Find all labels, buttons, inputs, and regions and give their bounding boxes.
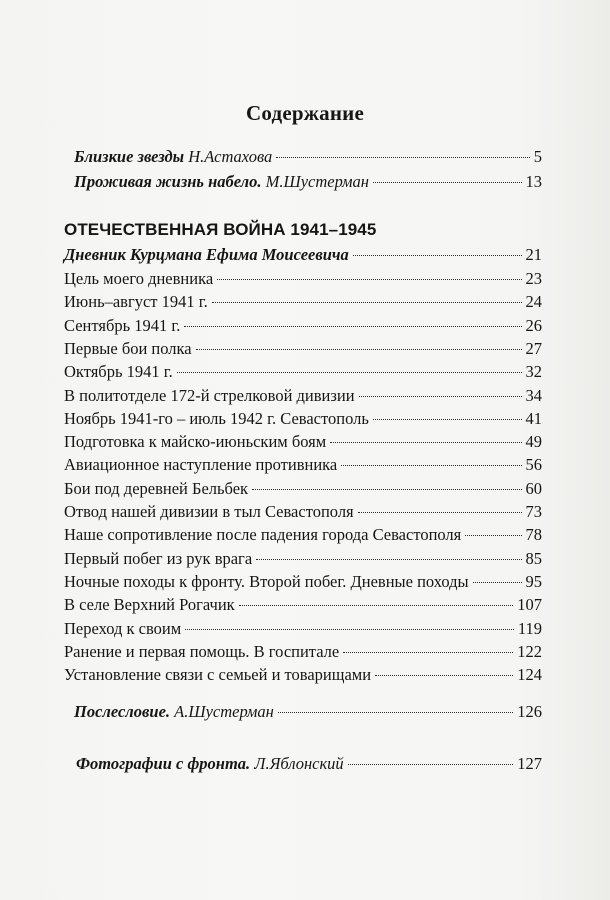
dot-leader (353, 255, 522, 256)
section-heading: ОТЕЧЕСТВЕННАЯ ВОЙНА 1941–1945 (64, 220, 377, 239)
dot-leader (348, 764, 514, 765)
dot-leader (473, 582, 522, 583)
toc-chapter-entry[interactable] (64, 500, 542, 524)
toc-page-number: 49 (525, 432, 542, 452)
toc-page-number: 23 (525, 269, 542, 288)
toc-chapter-entry[interactable] (64, 570, 542, 594)
toc-page-number: 127 (517, 754, 542, 773)
dot-leader (373, 182, 522, 183)
dot-leader (330, 442, 521, 443)
toc-page-number: 85 (525, 548, 542, 568)
dot-leader (217, 279, 521, 280)
toc-chapter-entry[interactable] (64, 523, 542, 547)
toc-chapter-entry[interactable] (64, 430, 542, 454)
toc-chapter-entry[interactable] (64, 453, 542, 477)
toc-entry-label: Переход к своим (64, 618, 182, 638)
dot-leader (177, 372, 522, 373)
dot-leader (256, 559, 521, 560)
toc-entry-label: Фотографии с фронта. Л.Яблонский (76, 754, 344, 773)
toc-page-number: 27 (525, 338, 542, 358)
toc-entry-label: Цель моего дневника (64, 269, 214, 288)
toc-chapter-entry[interactable] (64, 360, 542, 384)
dot-leader (373, 419, 522, 420)
toc-chapter-entry[interactable] (64, 640, 542, 664)
dot-leader (252, 489, 521, 490)
dot-leader (185, 629, 514, 630)
toc-entry-label: Ранение и первая помощь. В госпитале (64, 641, 340, 661)
toc-chapter-entry[interactable] (64, 617, 542, 641)
toc-entry-label: Первый побег из рук врага (64, 548, 253, 568)
toc-entry-label: Первые бои полка (64, 338, 192, 358)
toc-entry-label: Бои под деревней Бельбек (64, 478, 249, 498)
toc-chapter-entry[interactable] (64, 407, 542, 431)
toc-entry-label: Ноябрь 1941-го – июль 1942 г. Севастополь (64, 408, 369, 428)
toc-page-number: 21 (525, 245, 542, 264)
toc-entry-label: Наше сопротивление после падения города Севастополя (64, 525, 462, 545)
dot-leader (358, 512, 522, 513)
toc-page-number: 26 (525, 315, 542, 335)
toc-entry-label: Близкие звезды Н.Астахова (74, 147, 273, 166)
toc-entry-label: Сентябрь 1941 г. (64, 315, 181, 335)
toc-entry-label: В политотделе 172-й стрелковой дивизии (64, 385, 355, 405)
dot-leader (184, 326, 521, 327)
toc-chapter-entry[interactable] (64, 477, 542, 501)
toc-page-number: 24 (525, 292, 542, 312)
toc-chapter-entry[interactable] (64, 384, 542, 408)
toc-entry-living-life[interactable] (74, 170, 542, 194)
toc-entry-label: Отвод нашей дивизии в тыл Севастополя (64, 502, 354, 521)
toc-chapter-entry[interactable] (64, 547, 542, 571)
dot-leader (375, 675, 513, 676)
toc-page-number: 34 (525, 385, 542, 405)
toc-page-number: 78 (525, 525, 542, 545)
toc-entry-photos[interactable] (76, 752, 542, 776)
toc-entry-label: Июнь–август 1941 г. (64, 292, 208, 312)
toc-page-number: 124 (517, 665, 542, 685)
dot-leader (341, 465, 521, 466)
toc-page-number: 107 (517, 595, 542, 615)
toc-page-number: 73 (525, 502, 542, 521)
toc-page-number: 13 (525, 172, 542, 191)
toc-chapter-entry[interactable] (64, 290, 542, 314)
toc-chapter-entry[interactable] (64, 663, 542, 687)
toc-entry-label: Подготовка к майско-июньским боям (64, 432, 327, 452)
dot-leader (343, 652, 513, 653)
toc-page-number: 32 (525, 362, 542, 382)
toc-entry-label: Проживая жизнь набело. М.Шустерман (74, 172, 369, 191)
toc-entry-label: Установление связи с семьей и товарищами (64, 665, 372, 685)
dot-leader (212, 302, 522, 303)
toc-entry-label: Ночные походы к фронту. Второй побег. Дневные походы (64, 571, 469, 591)
toc-entry-label: Октябрь 1941 г. (64, 362, 173, 382)
toc-page-number: 126 (517, 702, 542, 721)
dot-leader (359, 396, 522, 397)
toc-entry-label: В селе Верхний Рогачик (64, 595, 235, 615)
dot-leader (276, 157, 529, 158)
toc-page-number: 60 (525, 478, 542, 498)
dot-leader (278, 712, 513, 713)
toc-page-number: 41 (525, 408, 542, 428)
toc-page-number: 122 (517, 641, 542, 661)
dot-leader (239, 605, 514, 606)
toc-page-number: 5 (533, 147, 542, 166)
toc-page-number: 56 (525, 455, 542, 475)
dot-leader (196, 349, 522, 350)
toc-page-number: 95 (525, 571, 542, 591)
toc-chapter-entry[interactable] (64, 337, 542, 361)
toc-entry-label: Авиационное наступление противника (64, 455, 338, 475)
toc-chapter-entry[interactable] (64, 267, 542, 291)
toc-entry-close-stars[interactable] (74, 145, 542, 169)
toc-entry-label: Послесловие. А.Шустерман (74, 702, 274, 721)
toc-chapter-entry[interactable] (64, 314, 542, 338)
toc-chapter-entry[interactable] (64, 593, 542, 617)
page-title: Содержание (246, 101, 364, 125)
toc-entry-label: Дневник Курцмана Ефима Моисеевича (64, 245, 349, 264)
toc-entry-diary[interactable] (64, 243, 542, 267)
dot-leader (465, 535, 521, 536)
toc-entry-afterword[interactable] (74, 700, 542, 724)
toc-page-number: 119 (517, 618, 542, 638)
